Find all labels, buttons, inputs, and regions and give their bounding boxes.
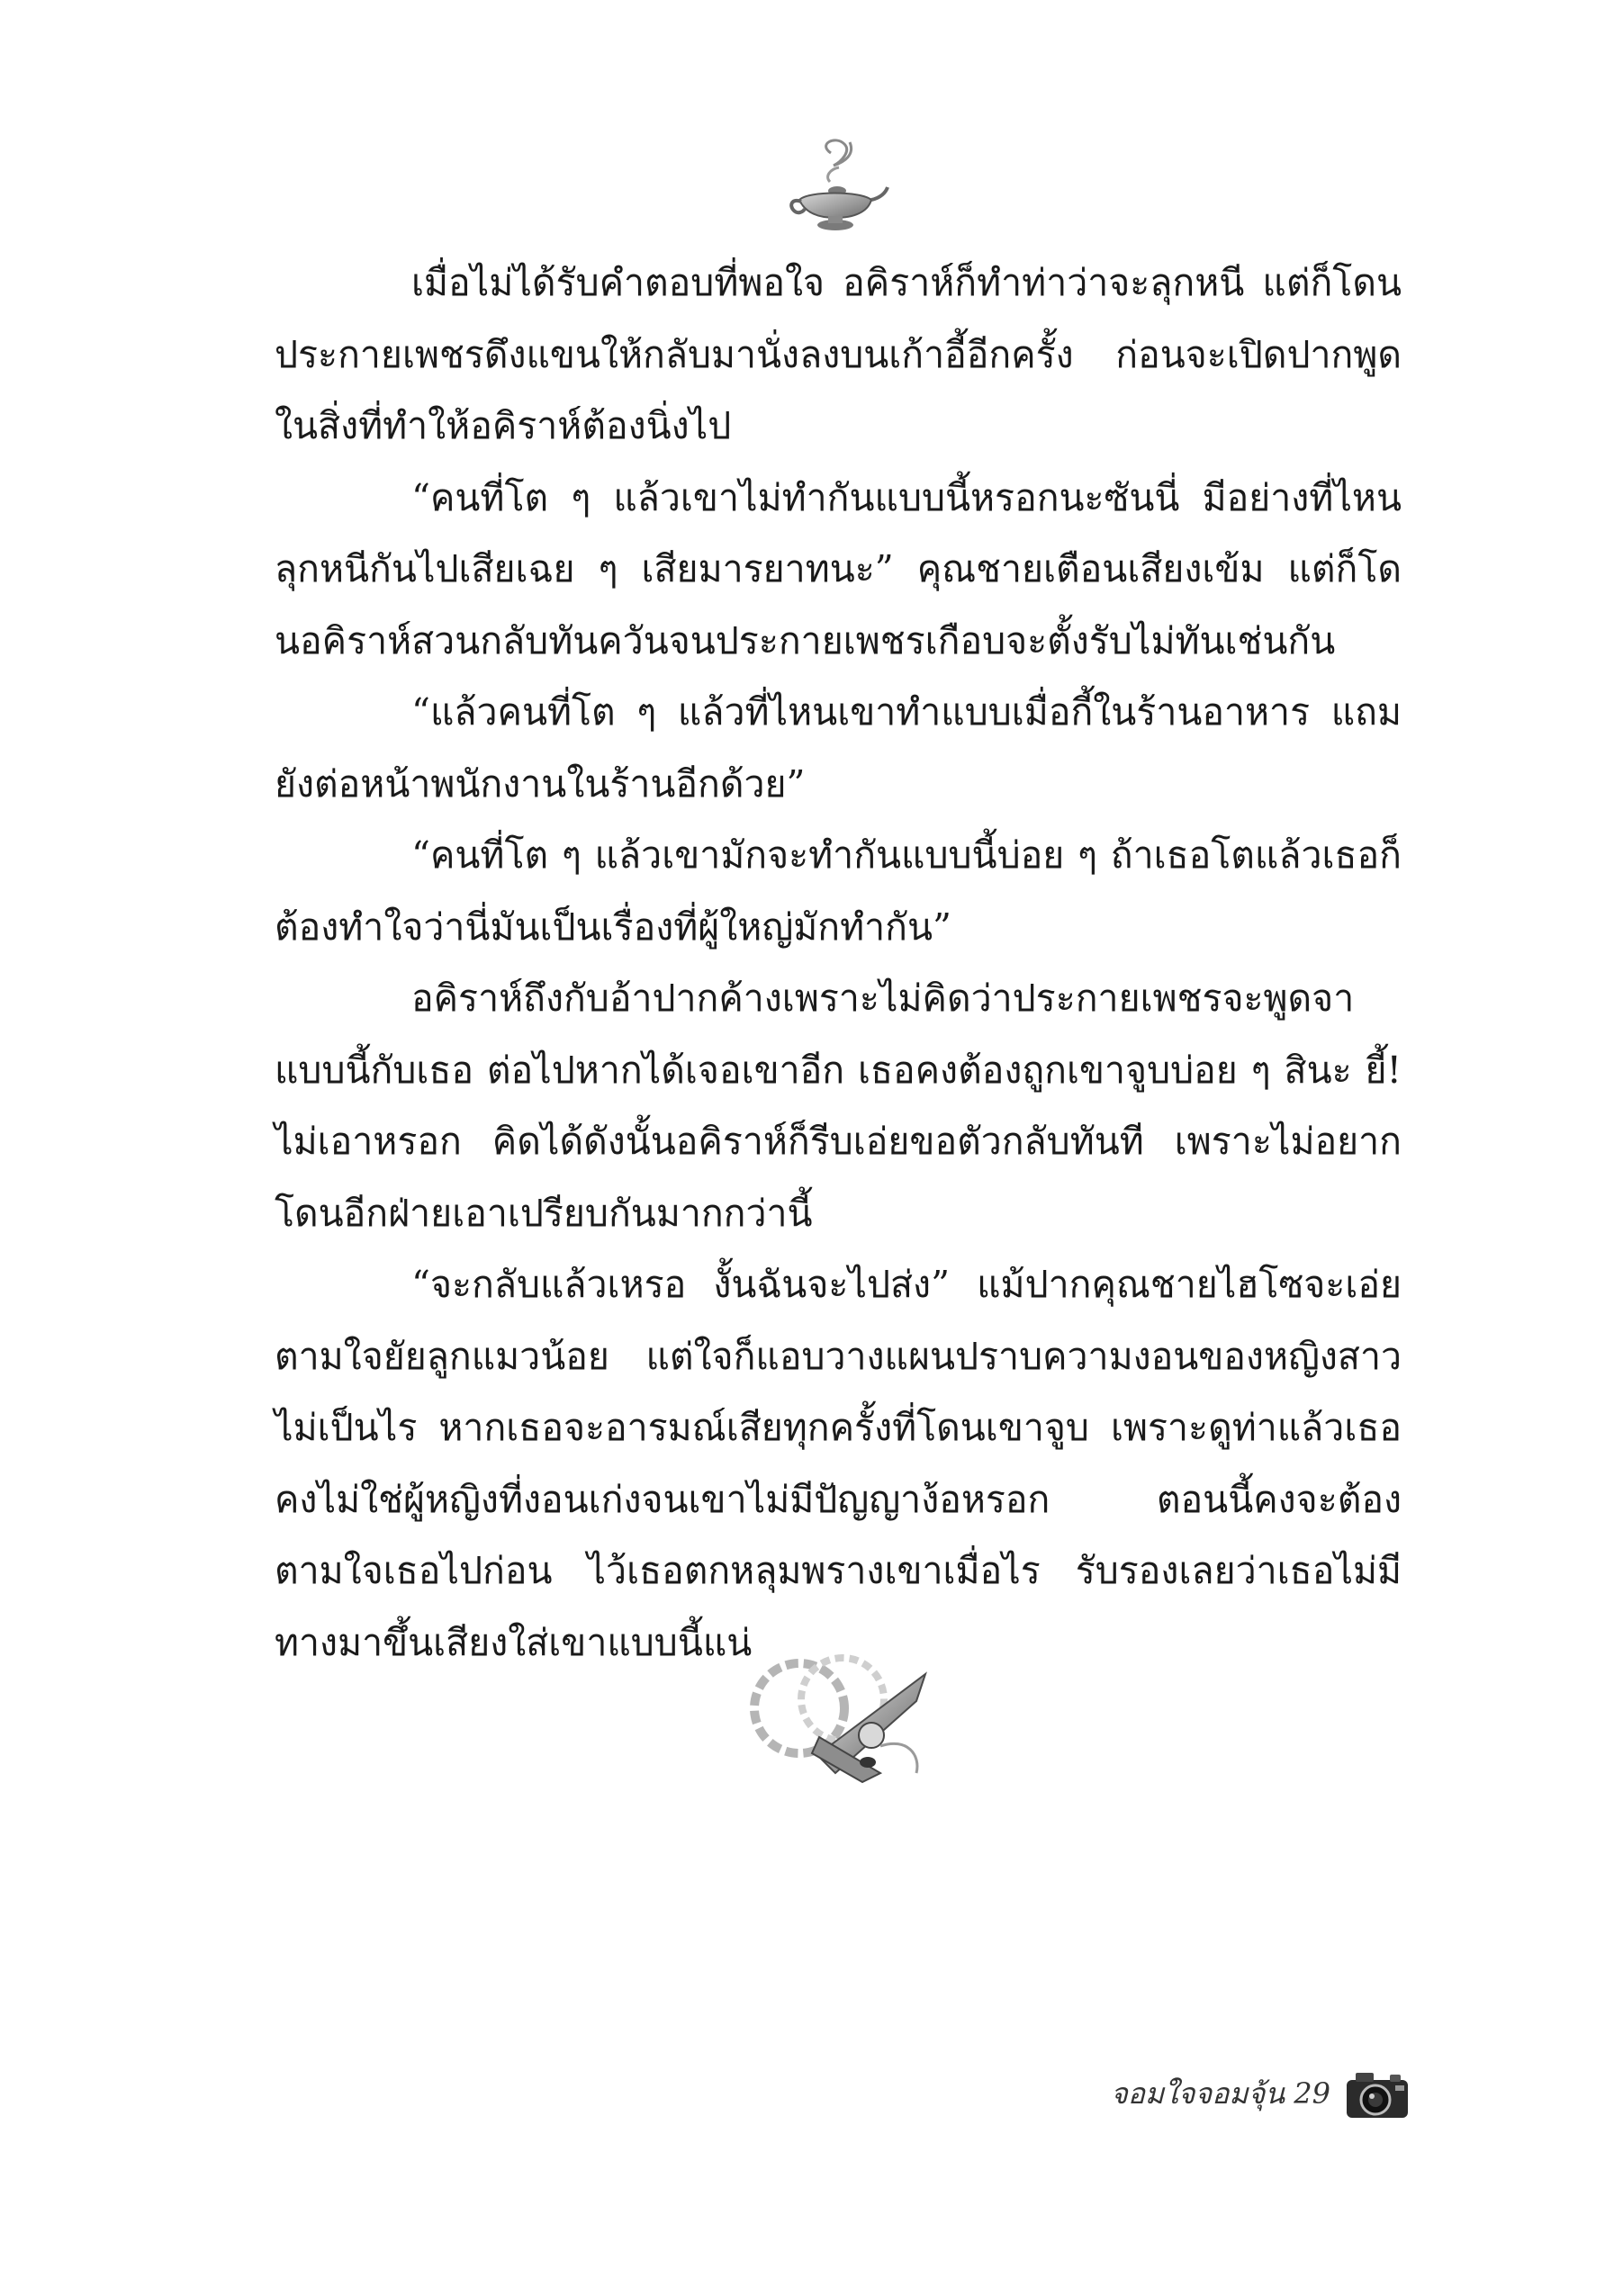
paragraph: “คนที่โต ๆ แล้วเขามักจะทำกันแบบนี้บ่อย ๆ ถ้าเธอโตแล้วเธอก็ต้องทำใจว่านี่มันเป็นเรื่องที่ผู้ใหญ่มักทำกัน” xyxy=(275,833,1402,949)
genie-lamp-icon xyxy=(781,135,889,243)
paragraph: เมื่อไม่ได้รับคำตอบที่พอใจ อคิราห์ก็ทำท่าว่าจะลุกหนี แต่ก็โดนประกายเพชรดึงแขนให้กลับมานั่งลงบนเก้าอี้อีกครั้ง ก่อนจะเปิดปากพูดในสิ่งที่ทำให้อคิราห์ต้องนิ่งไป xyxy=(275,261,1402,447)
camera-icon xyxy=(1343,2066,1411,2121)
footer-page-label: จอมใจจอมจุ้น 29 xyxy=(1110,2075,1330,2111)
paragraph: อคิราห์ถึงกับอ้าปากค้างเพราะไม่คิดว่าประกายเพชรจะพูดจาแบบนี้กับเธอ ต่อไปหากได้เจอเขาอีก เธอคงต้องถูกเขาจูบบ่อย ๆ สินะ ยี้! ไม่เอาหรอก คิดได้ดังนั้นอคิราห์ก็รีบเอ่ยขอตัวกลับทันที เพราะไม่อยากโดนอีกฝ่ายเอาเปรียบกันมากกว่านี้ xyxy=(275,977,1402,1235)
paragraph: “แล้วคนที่โต ๆ แล้วที่ไหนเขาทำแบบเมื่อกี้ในร้านอาหาร แถมยังต่อหน้าพนักงานในร้านอีกด้วย” xyxy=(275,690,1402,806)
paragraph: “จะกลับแล้วเหรอ งั้นฉันจะไปส่ง” แม้ปากคุณชายไฮโซจะเอ่ยตามใจยัยลูกแมวน้อย แต่ใจก็แอบวางแผนปราบความงอนของหญิงสาวไม่เป็นไร หากเธอจะอารมณ์เสียทุกครั้งที่โดนเขาจูบ เพราะดูท่าแล้วเธอคงไม่ใช่ผู้หญิงที่งอนเก่งจนเขาไม่มีปัญญาง้อหรอก ตอนนี้คงจะต้องตามใจเธอไปก่อน ไว้เธอตกหลุมพรางเขาเมื่อไร รับรองเลยว่าเธอไม่มีทางมาขึ้นเสียงใส่เขาแบบนี้แน่ xyxy=(275,1263,1402,1664)
page-footer xyxy=(1111,2066,1411,2121)
paragraph: “คนที่โต ๆ แล้วเขาไม่ทำกันแบบนี้หรอกนะซันนี่ มีอย่างที่ไหนลุกหนีกันไปเสียเฉย ๆ เสียมารยาทนะ” คุณชายเตือนเสียงเข้ม แต่ก็โดนอคิราห์สวนกลับทันควันจนประกายเพชรเกือบจะตั้งรับไม่ทันเช่นกัน xyxy=(275,475,1402,662)
body-text xyxy=(275,248,1402,1679)
ribbon-ornament-icon xyxy=(736,1638,940,1791)
